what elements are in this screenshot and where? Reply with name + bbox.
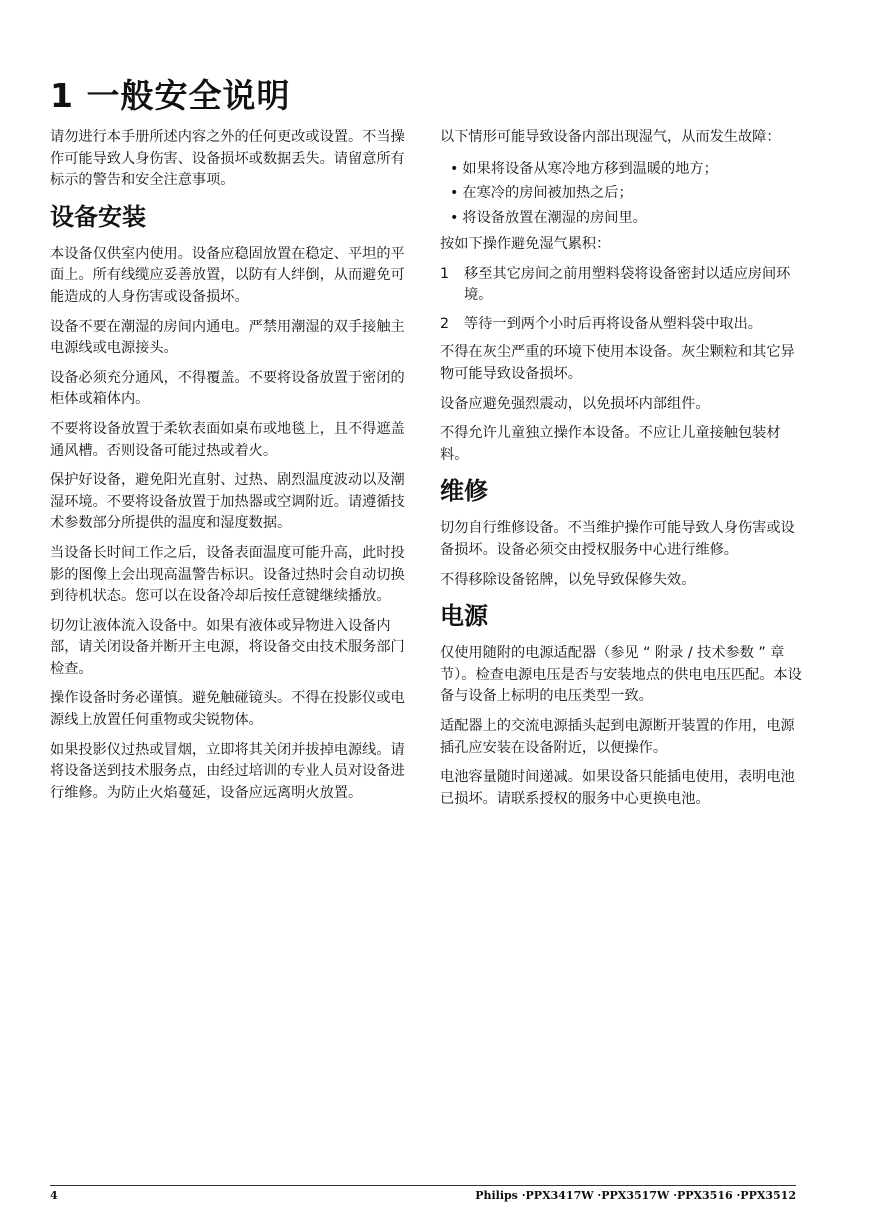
paragraph: 仅使用随附的电源适配器（参见 “ 附录 / 技术参数 ” 章节）。检查电源电压是否与安装地点的供电电压匹配。本设备与设备上标明的电压类型一致。 <box>440 645 802 705</box>
left-column <box>50 127 410 812</box>
step-number: 1 <box>440 265 450 282</box>
section-heading-installation: 设备安装 <box>50 202 146 231</box>
avoid-moisture-intro: 按如下操作避免湿气累积： <box>440 236 611 253</box>
section-heading-repair: 维修 <box>440 477 488 506</box>
moisture-bullet-list <box>440 157 808 231</box>
paragraph: 适配器上的交流电源插头起到电源断开装置的作用，电源插孔应安装在设备附近，以便操作。 <box>440 718 795 756</box>
paragraph: 不要将设备放置于柔软表面如桌布或地毯上，且不得遮盖通风槽。否则设备可能过热或着火。 <box>50 420 405 459</box>
steps-list <box>440 264 808 336</box>
paragraph: 当设备长时间工作之后，设备表面温度可能升高，此时投影的图像上会出现高温警告标识。设备过热时会自动切换到待机状态。您可以在设备冷却后按任意键继续播放。 <box>50 544 405 605</box>
footer-model-line: Philips ·PPX3417W ·PPX3517W ·PPX3516 ·PPX3512 <box>475 1189 796 1202</box>
paragraph: 保护好设备，避免阳光直射、过热、剧烈温度波动以及潮湿环境。不要将设备放置于加热器或空调附近。请遵循技术参数部分所提供的温度和湿度数据。 <box>50 472 405 532</box>
page-number: 4 <box>50 1189 58 1202</box>
right-column <box>440 127 808 818</box>
footer <box>50 1189 796 1205</box>
paragraph: 不得移除设备铭牌，以免导致保修失效。 <box>440 571 696 588</box>
paragraph: 操作设备时务必谨慎。避免触碰镜头。不得在投影仪或电源线上放置任何重物或尖锐物体。 <box>50 690 405 729</box>
paragraph: 切勿让液体流入设备中。如果有液体或异物进入设备内部，请关闭设备并断开主电源，将设备交由技术服务部门检查。 <box>50 617 405 677</box>
paragraph: 本设备仅供室内使用。设备应稳固放置在稳定、平坦的平面上。所有线缆应妥善放置，以防有人绊倒，从而避免可能造成的人身伤害或设备损坏。 <box>50 245 405 305</box>
paragraph: 不得允许儿童独立操作本设备。不应让儿童接触包装材料。 <box>440 425 781 463</box>
step-item <box>440 314 808 336</box>
intro-paragraph: 请勿进行本手册所述内容之外的任何更改或设置。不当操作可能导致人身伤害、设备损坏或数据丢失。请留意所有标示的警告和安全注意事项。 <box>50 129 405 189</box>
list-item: • 将设备放置在潮湿的房间里。 <box>440 206 808 231</box>
step-text: 移至其它房间之前用塑料袋将设备密封以适应房间环境。 <box>464 265 791 304</box>
paragraph: 如果投影仪过热或冒烟，立即将其关闭并拔掉电源线。请将设备送到技术服务点，由经过培训的专业人员对设备进行维修。为防止火焰蔓延，设备应远离明火放置。 <box>50 741 405 801</box>
list-item: • 如果将设备从寒冷地方移到温暖的地方； <box>440 157 808 182</box>
page-title: 1 一般安全说明 <box>50 76 291 115</box>
footer-divider <box>50 1185 796 1186</box>
paragraph: 设备必须充分通风，不得覆盖。不要将设备放置于密闭的柜体或箱体内。 <box>50 369 405 408</box>
step-number: 2 <box>440 315 450 332</box>
paragraph: 设备应避免强烈震动，以免损坏内部组件。 <box>440 395 710 412</box>
step-item <box>440 264 808 307</box>
moisture-intro: 以下情形可能导致设备内部出现湿气，从而发生故障： <box>440 129 781 145</box>
step-text: 等待一到两个小时后再将设备从塑料袋中取出。 <box>464 315 762 332</box>
list-item: • 在寒冷的房间被加热之后； <box>440 181 808 206</box>
section-heading-power: 电源 <box>440 602 488 631</box>
paragraph: 切勿自行维修设备。不当维护操作可能导致人身伤害或设备损坏。设备必须交由授权服务中心进行维修。 <box>440 520 795 559</box>
paragraph: 不得在灰尘严重的环境下使用本设备。灰尘颗粒和其它异物可能导致设备损坏。 <box>440 344 795 383</box>
paragraph: 设备不要在潮湿的房间内通电。严禁用潮湿的双手接触主电源线或电源接头。 <box>50 318 405 357</box>
paragraph: 电池容量随时间递减。如果设备只能插电使用，表明电池已损坏。请联系授权的服务中心更换电池。 <box>440 769 795 807</box>
